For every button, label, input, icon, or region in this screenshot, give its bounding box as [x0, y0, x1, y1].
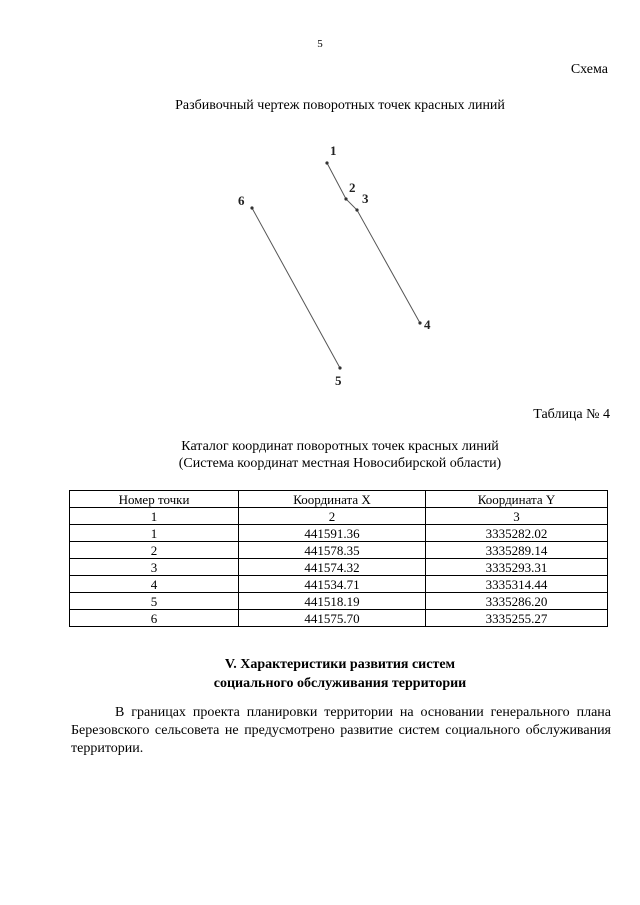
point-marker-5: [338, 366, 341, 369]
point-label-6: 6: [238, 193, 245, 208]
section-body-text: В границах проекта планировки территории на основании генерального плана Березовского сельсовета не предусмотрено развитие систем социального обслуживания территории.: [71, 705, 611, 756]
point-label-5: 5: [335, 373, 342, 388]
table-row: [70, 593, 608, 610]
red-line-6-5: [252, 208, 340, 368]
table-cell: 2: [239, 508, 426, 525]
table-index-row: [70, 508, 608, 525]
drawing-title: Разбивочный чертеж поворотных точек красных линий: [175, 98, 505, 113]
table-cell: 3335314.44: [426, 576, 608, 593]
table-row: [70, 559, 608, 576]
table-cell: 441518.19: [239, 593, 426, 610]
table-cell: 441591.36: [239, 525, 426, 542]
point-label-2: 2: [349, 180, 356, 195]
table-row: [70, 576, 608, 593]
table-row: [70, 542, 608, 559]
catalog-title-line: Каталог координат поворотных точек красных линий: [181, 439, 499, 454]
table-cell: 6: [70, 610, 239, 627]
table-cell: 3: [70, 559, 239, 576]
catalog-subtitle-line: (Система координат местная Новосибирской области): [178, 456, 502, 471]
table-label: Таблица № 4: [533, 407, 610, 422]
header-coord-y: Координата Y: [426, 491, 608, 508]
section-title-line: V. Характеристики развития систем: [224, 657, 456, 672]
point-marker-4: [418, 321, 421, 324]
table-cell: 5: [70, 593, 239, 610]
table-cell: 441574.32: [239, 559, 426, 576]
table-cell: 4: [70, 576, 239, 593]
red-line-1-4: [327, 163, 420, 323]
table-header-row: [70, 491, 608, 508]
table-cell: 3335282.02: [426, 525, 608, 542]
table-cell: 3335289.14: [426, 542, 608, 559]
table-cell: 3: [426, 508, 608, 525]
point-label-3: 3: [362, 191, 369, 206]
point-marker-2: [344, 197, 347, 200]
point-marker-3: [355, 208, 358, 211]
catalog-title: [0, 438, 640, 472]
point-label-4: 4: [424, 317, 431, 332]
table-cell: 3335255.27: [426, 610, 608, 627]
table-cell: 1: [70, 508, 239, 525]
header-point-number: Номер точки: [70, 491, 239, 508]
point-label-1: 1: [330, 143, 337, 158]
header-coord-x: Координата X: [239, 491, 426, 508]
table-cell: 441575.70: [239, 610, 426, 627]
table-cell: 441578.35: [239, 542, 426, 559]
table-row: [70, 525, 608, 542]
coordinates-table: [69, 490, 608, 627]
table-cell: 3335293.31: [426, 559, 608, 576]
table-cell: 2: [70, 542, 239, 559]
table-cell: 3335286.20: [426, 593, 608, 610]
scheme-label: Схема: [570, 62, 608, 77]
table-cell: 1: [70, 525, 239, 542]
section-title-line: социального обслуживания территории: [213, 676, 467, 691]
page-number: 5: [317, 38, 323, 50]
point-marker-1: [325, 161, 328, 164]
table-cell: 441534.71: [239, 576, 426, 593]
section-title: [0, 655, 640, 693]
table-row: [70, 610, 608, 627]
point-marker-6: [250, 206, 253, 209]
